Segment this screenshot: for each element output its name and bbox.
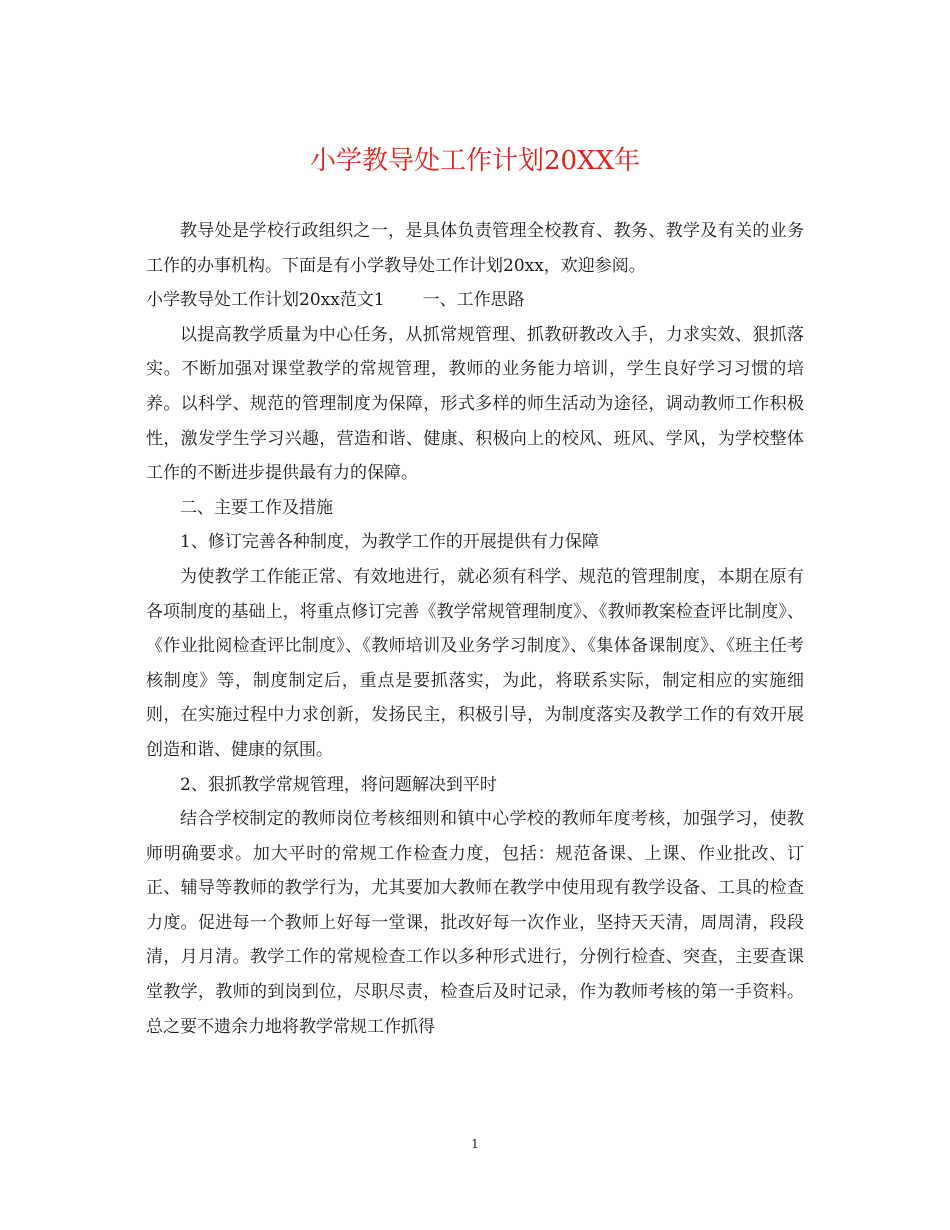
section1-paragraph: 以提高教学质量为中心任务，从抓常规管理、抓教研教改入手，力求实效、狠抓落实。不断加强对课堂教学的常规管理，教师的业务能力培训，学生良好学习习惯的培养。以科学、规范的管理制度为保障，形式多样的师生活动为途径，调动教师工作积极性，激发学生学习兴趣，营造和谐、健康、积极向上的校风、班风、学风，为学校整体工作的不断进步提供最有力的保障。 — [146, 324, 804, 484]
item2-heading: 2、狠抓教学常规管理，将问题解决到平时 — [180, 774, 497, 795]
document-title: 小学教导处工作计划20XX年 — [309, 146, 641, 176]
page-number: 1 — [471, 1137, 479, 1151]
section2-heading: 二、主要工作及措施 — [180, 497, 333, 518]
sample-heading-line — [146, 283, 804, 318]
sample-heading: 小学教导处工作计划20xx范文1 — [146, 290, 385, 311]
item2-paragraph: 结合学校制定的教师岗位考核细则和镇中心学校的教师年度考核，加强学习，使教师明确要求。加大平时的常规工作检查力度，包括：规范备课、上课、作业批改、订正、辅导等教师的教学行为，尤其要加大教师在教学中使用现有教学设备、工具的检查力度。促进每一个教师上好每一堂课，批改好每一次作业，坚持天天清，周周清，段段清，月月清。教学工作的常规检查工作以多种形式进行，分例行检查、突查，主要查课堂教学，教师的到岗到位，尽职尽责，检查后及时记录，作为教师考核的第一手资料。总之要不遗余力地将教学常规工作抓得 — [146, 809, 804, 1037]
item1-heading: 1、修订完善各种制度，为教学工作的开展提供有力保障 — [180, 532, 599, 553]
intro-paragraph: 教导处是学校行政组织之一，是具体负责管理全校教育、教务、教学及有关的业务工作的办事机构。下面是有小学教导处工作计划20xx，欢迎参阅。 — [146, 221, 804, 276]
document-body — [146, 214, 804, 1044]
section1-heading: 一、工作思路 — [422, 290, 525, 311]
item1-paragraph: 为使教学工作能正常、有效地进行，就必须有科学、规范的管理制度，本期在原有各项制度的基础上，将重点修订完善《教学常规管理制度》、《教师教案检查评比制度》、《作业批阅检查评比制度》、《教师培训及业务学习制度》、《集体备课制度》、《班主任考核制度》等，制度制定后，重点是要抓落实，为此，将联系实际，制定相应的实施细则，在实施过程中力求创新，发扬民主，积极引导，为制度落实及教学工作的有效开展创造和谐、健康的氛围。 — [146, 566, 804, 760]
